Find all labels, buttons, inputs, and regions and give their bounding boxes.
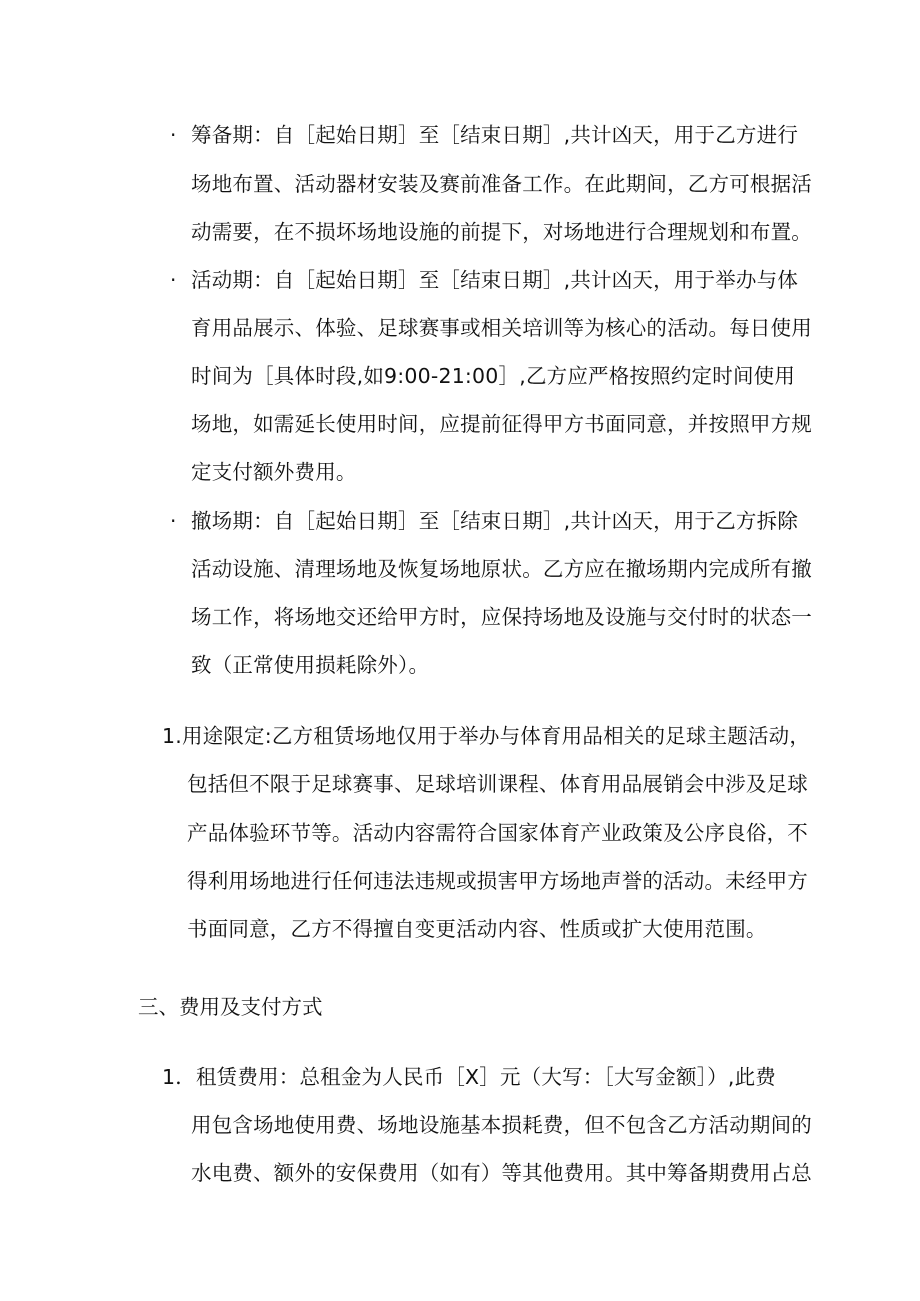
bullet-2-line-4: 场地，如需延长使用时间，应提前征得甲方书面同意，并按照甲方规 bbox=[191, 412, 812, 436]
purpose-item-line-2: 包括但不限于足球赛事、足球培训课程、体育用品展销会中涉及足球 bbox=[187, 772, 808, 796]
bullet-mark: · bbox=[170, 268, 177, 292]
bullet-2-line-5: 定支付额外费用。 bbox=[191, 460, 357, 484]
bullet-1-line-2: 场地布置、活动器材安装及赛前准备工作。在此期间，乙方可根据活 bbox=[191, 172, 812, 196]
bullet-2-line-2: 育用品展示、体验、足球赛事或相关培训等为核心的活动。每日使用 bbox=[191, 316, 812, 340]
fee-item-line-2: 用包含场地使用费、场地设施基本损耗费，但不包含乙方活动期间的 bbox=[191, 1113, 812, 1137]
bullet-2-line-3: 时间为［具体时段,如9:00-21:00］,乙方应严格按照约定时间使用 bbox=[191, 364, 796, 388]
fee-item-line-1: 1．租赁费用：总租金为人民币［X］元（大写：［大写金额］）,此费 bbox=[162, 1065, 777, 1089]
fee-item-line-3: 水电费、额外的安保费用（如有）等其他费用。其中筹备期费用占总 bbox=[191, 1161, 812, 1185]
bullet-3-line-2: 活动设施、清理场地及恢复场地原状。乙方应在撤场期内完成所有撤 bbox=[191, 557, 812, 581]
bullet-3-line-3: 场工作，将场地交还给甲方时，应保持场地及设施与交付时的状态一 bbox=[191, 605, 812, 629]
bullet-2-line-1: 活动期：自［起始日期］至［结束日期］,共计凶天，用于举办与体 bbox=[191, 268, 799, 292]
purpose-item-line-1: 1.用途限定:乙方租赁场地仅用于举办与体育用品相关的足球主题活动， bbox=[162, 724, 811, 748]
bullet-1-line-3: 动需要，在不损坏场地设施的前提下，对场地进行合理规划和布置。 bbox=[191, 220, 812, 244]
purpose-item-line-3: 产品体验环节等。活动内容需符合国家体育产业政策及公序良俗，不 bbox=[187, 821, 808, 845]
bullet-3-line-1: 撤场期：自［起始日期］至［结束日期］,共计凶天，用于乙方拆除 bbox=[191, 509, 799, 533]
purpose-item-line-5: 书面同意，乙方不得擅自变更活动内容、性质或扩大使用范围。 bbox=[187, 917, 767, 941]
purpose-item-line-4: 得利用场地进行任何违法违规或损害甲方场地声誉的活动。未经甲方 bbox=[187, 869, 808, 893]
bullet-mark: · bbox=[170, 509, 177, 533]
bullet-1-line-1: 筹备期：自［起始日期］至［结束日期］,共计凶天，用于乙方进行 bbox=[191, 123, 799, 147]
section-heading: 三、费用及支付方式 bbox=[138, 995, 323, 1019]
bullet-mark: · bbox=[170, 123, 177, 147]
bullet-3-line-4: 致（正常使用损耗除外）。 bbox=[191, 653, 430, 677]
